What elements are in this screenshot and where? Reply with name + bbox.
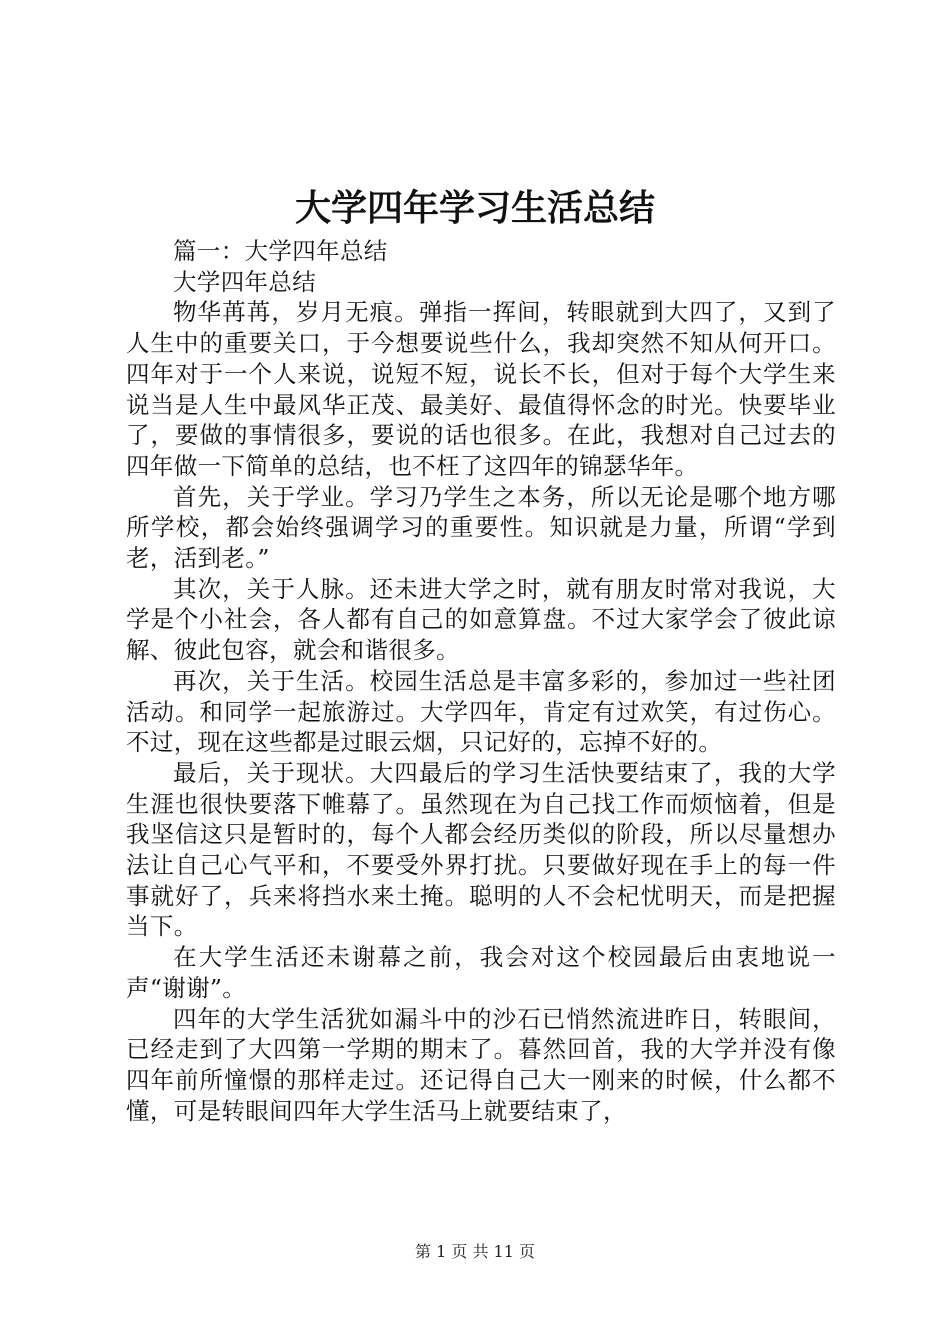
- paragraph-study: 首先，关于学业。学习乃学生之本务，所以无论是哪个地方哪所学校，都会始终强调学习的重要性。知识就是力量，所谓“学到老，活到老。”: [126, 482, 836, 573]
- paragraph-subtitle: 大学四年总结: [173, 267, 317, 296]
- paragraph-reflection: 四年的大学生活犹如漏斗中的沙石已悄然流进昨日，转眼间，已经走到了大四第一学期的期末了。暮然回首，我的大学并没有像四年前所憧憬的那样走过。还记得自己大一刚来的时候，什么都不懂，可是转眼间四年大学生活马上就要结束了，: [126, 1004, 836, 1125]
- document-body: [126, 236, 836, 1126]
- paragraph-intro: 物华苒苒，岁月无痕。弹指一挥间，转眼就到大四了，又到了人生中的重要关口，于今想要说些什么，我却突然不知从何开口。四年对于一个人来说，说短不短，说长不长，但对于每个大学生来说当是人生中最风华正茂、最美好、最值得怀念的时光。快要毕业了，要做的事情很多，要说的话也很多。在此，我想对自己过去的四年做一下简单的总结，也不枉了这四年的锦瑟华年。: [126, 298, 836, 480]
- document-title: 大学四年学习生活总结: [294, 187, 655, 229]
- page-footer: 第 1 页 共 11 页: [415, 1242, 535, 1261]
- paragraph-life: 再次，关于生活。校园生活总是丰富多彩的，参加过一些社团活动。和同学一起旅游过。大学四年，肯定有过欢笑，有过伤心。不过，现在这些都是过眼云烟，只记好的，忘掉不好的。: [126, 666, 836, 757]
- paragraph-thanks: 在大学生活还未谢幕之前，我会对这个校园最后由衷地说一声“谢谢”。: [126, 943, 836, 1002]
- paragraph-relationships: 其次，关于人脉。还未进大学之时，就有朋友时常对我说，大学是个小社会，各人都有自己的如意算盘。不过大家学会了彼此谅解、彼此包容，就会和谐很多。: [126, 574, 836, 665]
- paragraph-current-status: 最后，关于现状。大四最后的学习生活快要结束了，我的大学生涯也很快要落下帷幕了。虽然现在为自己找工作而烦恼着，但是我坚信这只是暂时的，每个人都会经历类似的阶段，所以尽量想办法让自己心气平和，不要受外界打扰。只要做好现在手上的每一件事就好了，兵来将挡水来土掩。聪明的人不会杞忧明天，而是把握当下。: [126, 758, 836, 941]
- paragraph-section-heading: 篇一：大学四年总结: [173, 237, 388, 265]
